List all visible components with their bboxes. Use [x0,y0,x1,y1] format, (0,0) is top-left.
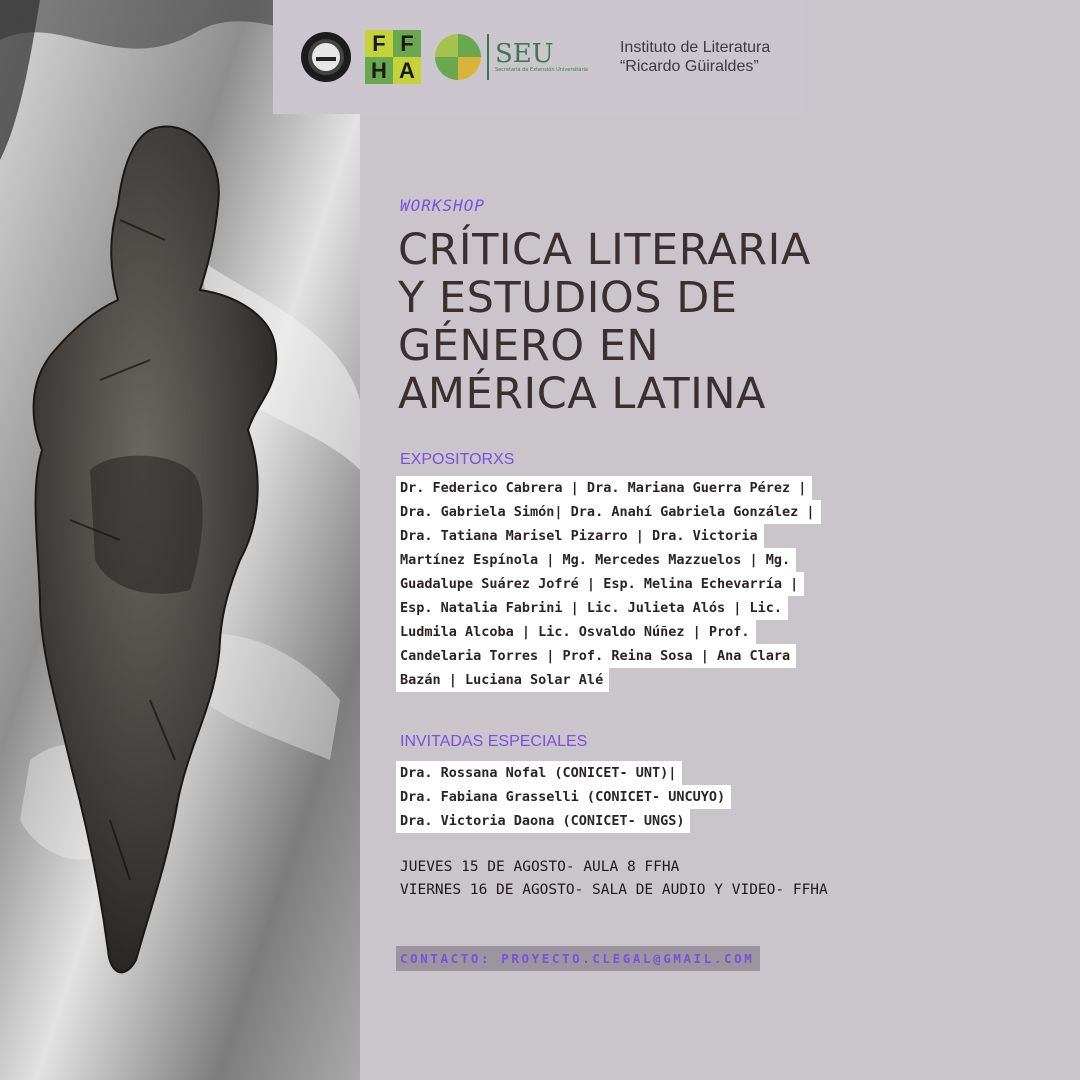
title-line: AMÉRICA LATINA [398,369,766,419]
institute-name [620,38,770,76]
seu-subtitle: Secretaría de Extensión Universitaria [495,67,588,73]
ffha-letter: F [365,30,393,57]
expositores-line: Dra. Gabriela Simón| Dra. Anahí Gabriela González | [396,500,821,524]
title-line: GÉNERO EN [398,321,660,371]
event-title [398,226,868,418]
expositores-line: Dr. Federico Cabrera | Dra. Mariana Guerra Pérez | [396,476,812,500]
date-line: JUEVES 15 DE AGOSTO- AULA 8 FFHA [400,859,680,875]
mud-figure-photo [0,0,360,1080]
expositores-line: Ludmila Alcoba | Lic. Osvaldo Núñez | Prof. [396,620,756,644]
ffha-letter: F [393,30,421,57]
invitadas-label: INVITADAS ESPECIALES [400,733,588,750]
seu-word: SEU [495,39,554,69]
title-line: Y ESTUDIOS DE [398,273,738,323]
date-line: VIERNES 16 DE AGOSTO- SALA DE AUDIO Y VIDEO- FFHA [400,882,828,898]
expositores-line: Esp. Natalia Fabrini | Lic. Julieta Alós | Lic. [396,596,788,620]
expositores-line: Candelaria Torres | Prof. Reina Sosa | Ana Clara [396,644,796,668]
expositores-line: Guadalupe Suárez Jofré | Esp. Melina Echevarría | [396,572,804,596]
workshop-tag: WORKSHOP [400,196,486,215]
expositores-line: Dra. Tatiana Marisel Pizarro | Dra. Victoria [396,524,764,548]
title-line: CRÍTICA LITERARIA [398,225,811,275]
ffha-letter: A [393,57,421,84]
seu-logo [435,34,588,80]
invitadas-line: Dra. Fabiana Grasselli (CONICET- UNCUYO) [396,785,731,809]
institute-line-1: Instituto de Literatura [619,38,771,56]
expositores-list [396,476,821,692]
expositores-label: EXPOSITORXS [400,451,515,468]
invitadas-list [396,761,731,833]
logo-bar [273,0,806,114]
ffha-letter: H [365,57,393,84]
mud-figure-illustration [0,0,360,1080]
ffha-logo [365,30,421,84]
expositores-line: Bazán | Luciana Solar Alé [396,668,609,692]
event-dates [400,856,828,902]
seu-emblem-icon [435,34,481,80]
invitadas-line: Dra. Victoria Daona (CONICET- UNGS) [396,809,690,833]
contact-email[interactable]: CONTACTO: PROYECTO.CLEGAL@GMAIL.COM [396,946,760,971]
invitadas-line: Dra. Rossana Nofal (CONICET- UNT)| [396,761,682,785]
expositores-line: Martínez Espínola | Mg. Mercedes Mazzuelos | Mg. [396,548,796,572]
university-seal-logo [301,32,351,82]
institute-line-2: “Ricardo Güiraldes” [619,58,759,75]
